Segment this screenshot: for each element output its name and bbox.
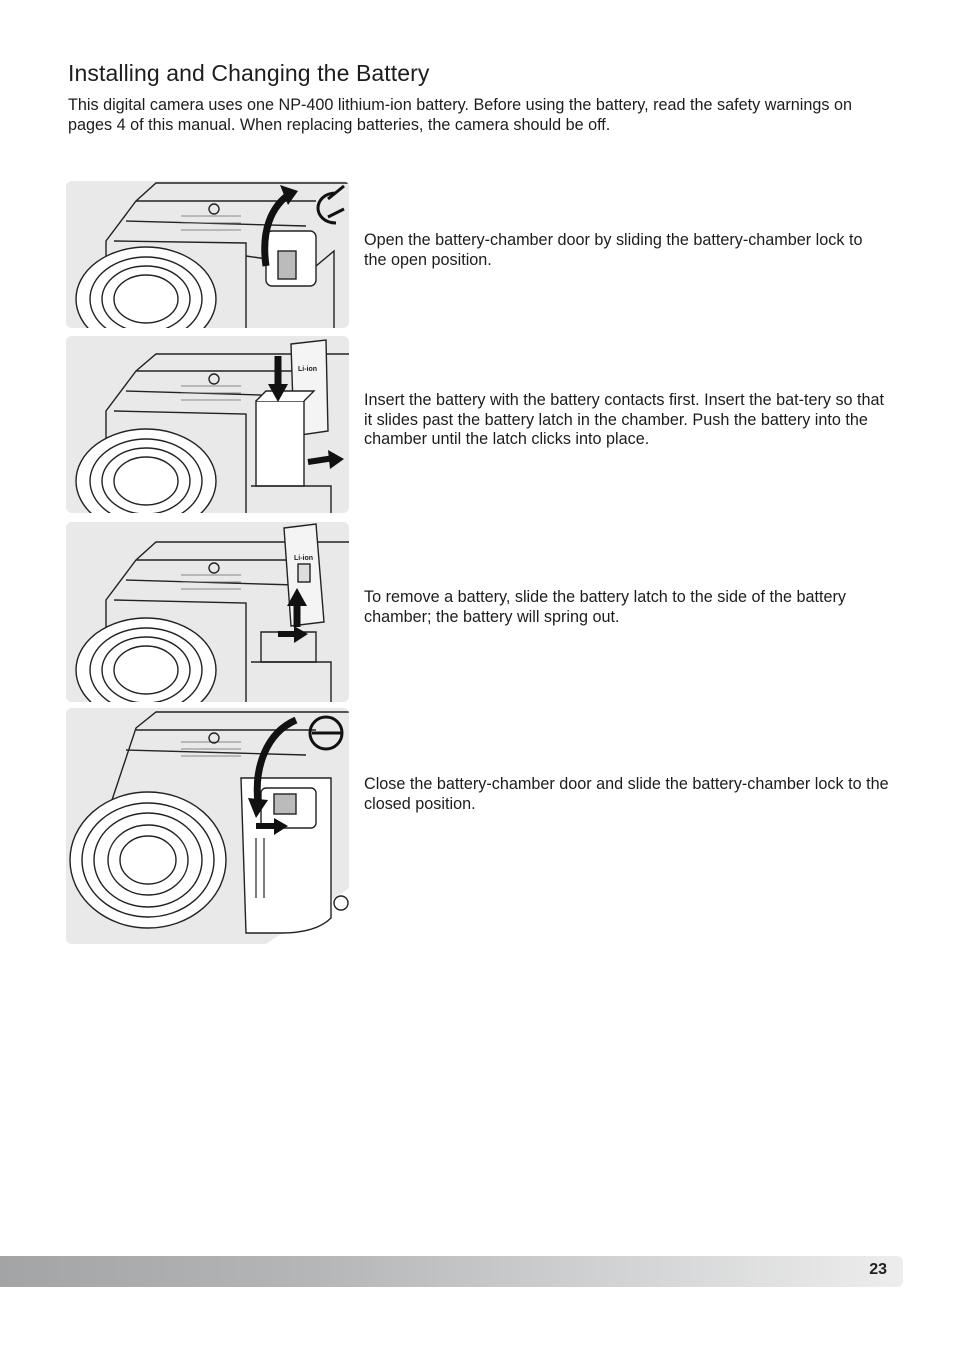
step-1-text: Open the battery-chamber door by sliding the battery-chamber lock to the open position. [364, 231, 863, 269]
intro-paragraph: This digital camera uses one NP-400 lithium-ion battery. Before using the battery, read the safety warnings on pages 4 of this manual. When replacing batteries, the camera should be off. [68, 96, 853, 134]
step-4-text: Close the battery-chamber door and slide the battery-chamber lock to the closed position. [364, 775, 889, 813]
camera-battery-door-open-illustration [66, 181, 349, 328]
illustration-3-svg [66, 522, 349, 702]
illustration-4-svg [66, 708, 349, 944]
battery-label-3: Li-ion [294, 555, 314, 562]
illustration-2-svg [66, 336, 349, 513]
camera-battery-remove-illustration [66, 522, 349, 702]
step-3-text: To remove a battery, slide the battery latch to the side of the battery chamber; the battery will spring out. [364, 588, 846, 626]
page-title: Installing and Changing the Battery [68, 60, 430, 86]
camera-battery-insert-illustration [66, 336, 349, 513]
camera-battery-door-close-illustration [66, 708, 349, 944]
step-2-text: Insert the battery with the battery contacts first. Insert the bat-tery so that it slides past the battery latch in the chamber. Push the battery into the chamber until the latch clicks into place. [364, 391, 885, 448]
page-number: 23 [869, 1261, 887, 1278]
battery-label-2: Li-ion [298, 366, 318, 373]
footer-bar [0, 1256, 903, 1287]
illustration-1-svg [66, 181, 349, 328]
